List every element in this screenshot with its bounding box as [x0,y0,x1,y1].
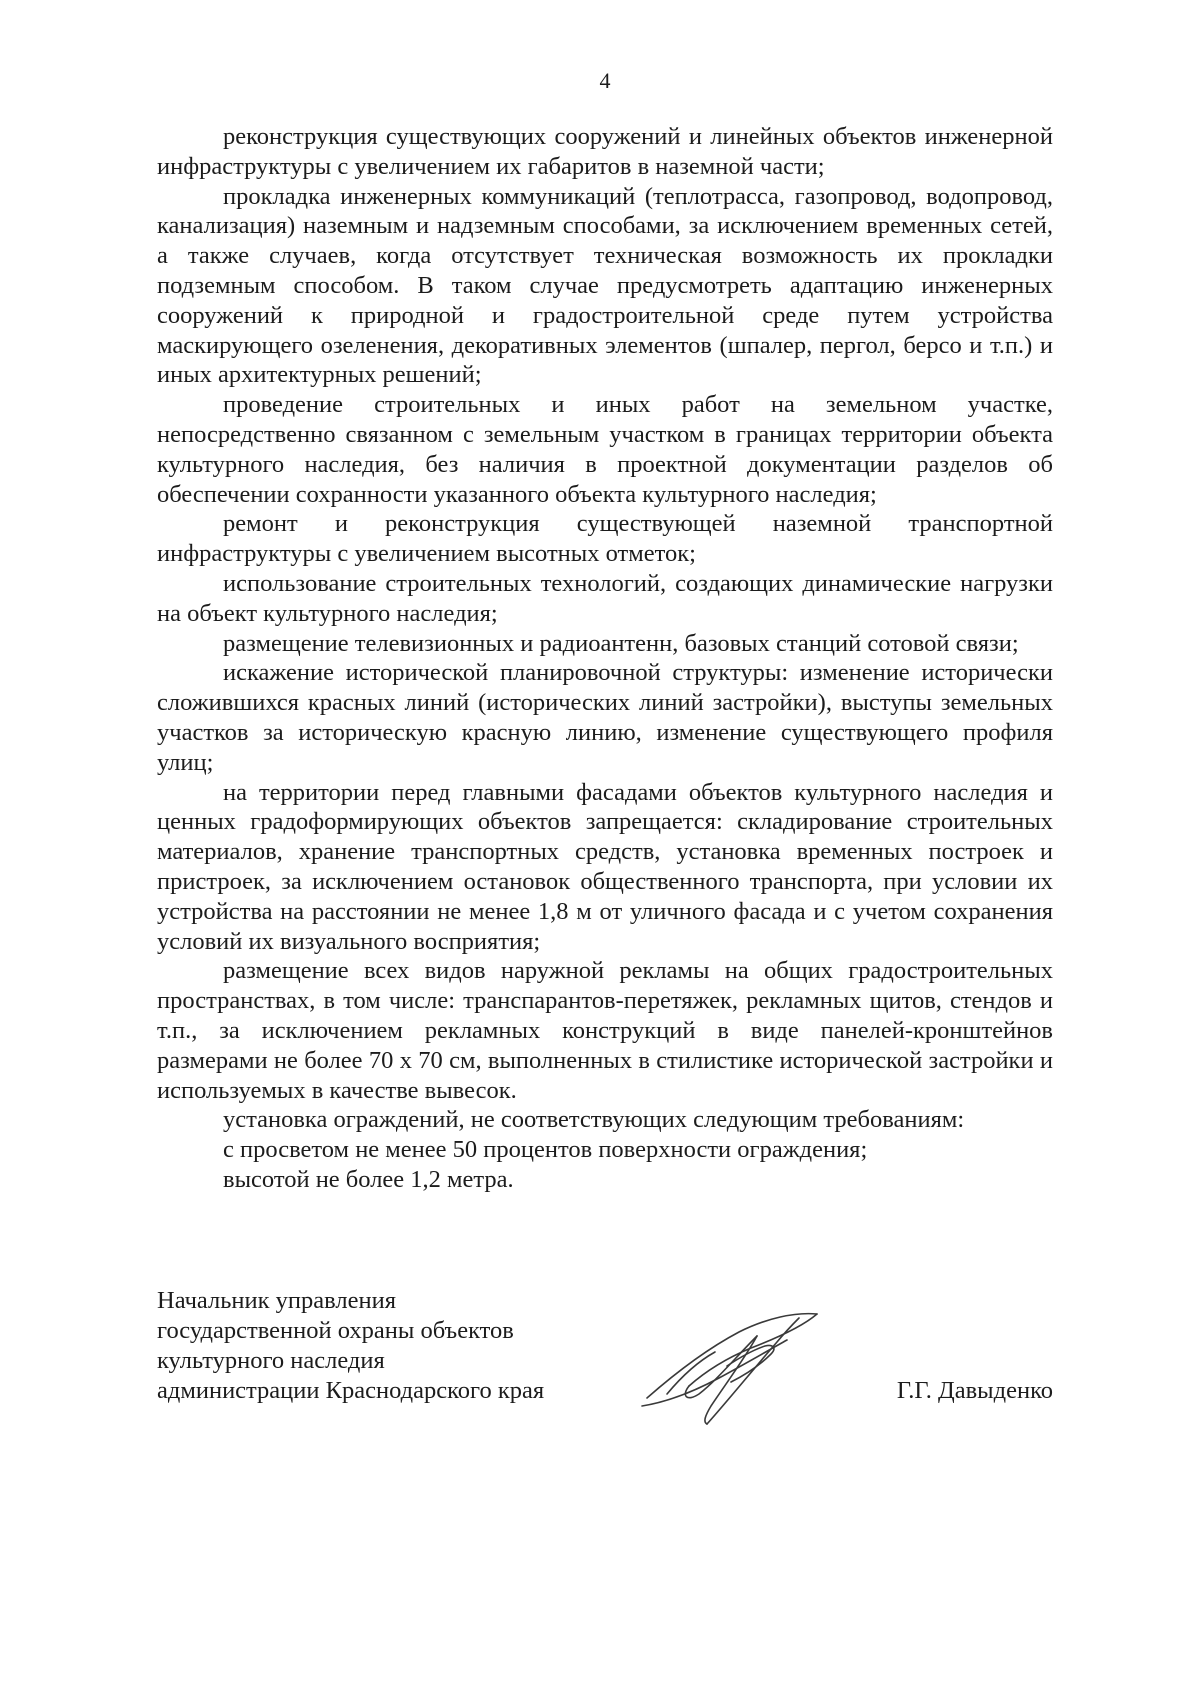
paragraph: с просветом не менее 50 процентов поверхности ограждения; [223,1136,868,1164]
paragraph: ремонт и реконструкция существующей наземной транспортной инфраструктуры с увеличением высотных отметок; [157,510,1053,568]
paragraph: размещение телевизионных и радиоантенн, базовых станций сотовой связи; [223,629,1019,657]
page-number: 4 [599,68,611,93]
signatory-title-line: администрации Краснодарского края [157,1377,545,1404]
paragraph: использование строительных технологий, создающих динамические нагрузки на объект культурного наследия; [157,569,1053,627]
signatory-title-line: государственной охраны объектов [157,1317,514,1344]
paragraph: реконструкция существующих сооружений и линейных объектов инженерной инфраструктуры с увеличением их габаритов в наземной части; [157,123,1053,180]
paragraph: высотой не более 1,2 метра. [223,1165,514,1193]
paragraph: установка ограждений, не соответствующих следующим требованиям: [223,1106,965,1134]
signatory-title [157,1286,637,1406]
paragraph: проведение строительных и иных работ на земельном участке, непосредственно связанном с земельным участком в границах территории объекта культурного наследия, без наличия в проектной документации разделов об обеспечении сохранности указанного объекта культурного наследия; [157,391,1053,508]
signatory-title-line: культурного наследия [157,1347,385,1374]
signer-name: Г.Г. Давыденко [896,1377,1053,1404]
signature-block [157,1286,1053,1426]
signatory-title-line: Начальник управления [157,1287,396,1314]
paragraph: на территории перед главными фасадами объектов культурного наследия и ценных градоформирующих объектов запрещается: складирование строительных материалов, хранение транспортных средств, установка временных построек и пристроек, за исключением остановок общественного транспорта, при условии их устройства на расстоянии не менее 1,8 м от уличного фасада и с учетом сохранения условий их визуального восприятия; [157,778,1053,955]
paragraph: прокладка инженерных коммуникаций (теплотрасса, газопровод, водопровод, канализация) наземным и надземным способами, за исключением временных сетей, а также случаев, когда отсутствует техническая возможность их прокладки подземным способом. В таком случае предусмотреть адаптацию инженерных сооружений к природной и градостроительной среде путем устройства маскирующего озеленения, декоративных элементов (шпалер, пергол, берсо и т.п.) и иных архитектурных решений; [157,182,1053,389]
handwritten-signature [627,1306,827,1430]
paragraph: размещение всех видов наружной рекламы на общих градостроительных пространствах, в том числе: транспарантов-перетяжек, рекламных щитов, стендов и т.п., за исключением рекламных конструкций в виде панелей-кронштейнов размерами не более 70 х 70 см, выполненных в стилистике исторической застройки и используемых в качестве вывесок. [157,957,1053,1104]
paragraph: искажение исторической планировочной структуры: изменение исторически сложившихся красных линий (исторических линий застройки), выступы земельных участков за историческую красную линию, изменение существующего профиля улиц; [157,659,1053,776]
document-body [157,122,1053,1195]
